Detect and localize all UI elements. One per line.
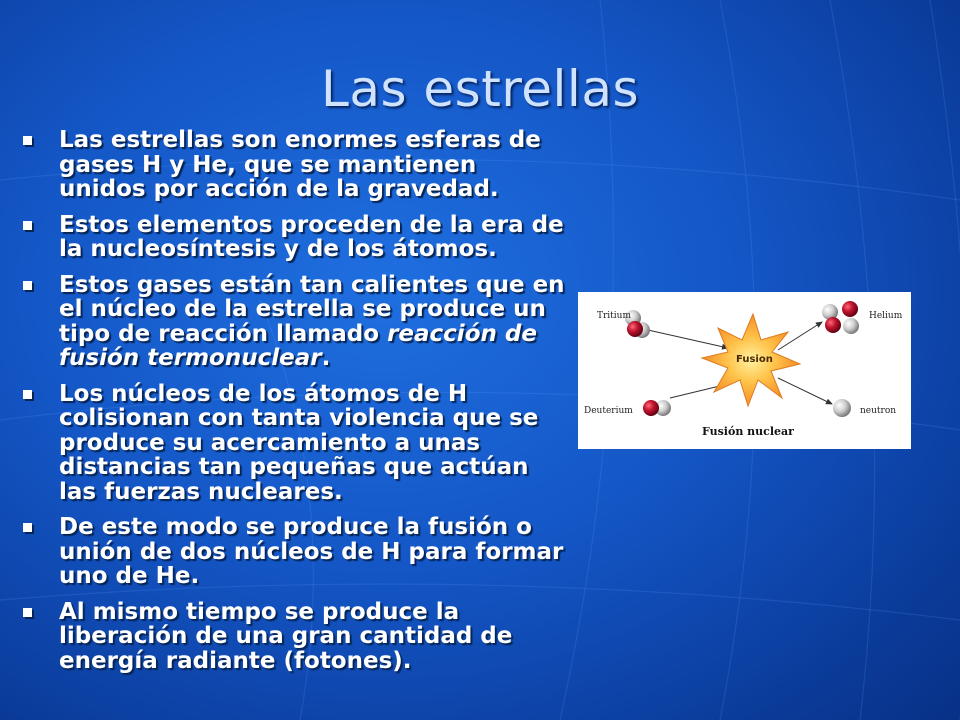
bullet-list [20,128,565,684]
bullet-square-icon [23,523,32,532]
bullet-text-italic: reacción de fusión termonuclear [59,320,537,371]
neutron-label: neutron [860,406,897,416]
tritium-label: Tritium [597,311,632,321]
slide-title: Las estrellas [320,60,640,118]
bullet-square-icon [23,221,32,230]
bullet-item [20,515,565,589]
bullet-text-part: . [321,345,331,371]
bullet-square-icon [23,281,32,290]
bullet-item [20,128,565,202]
figure-caption: Fusión nuclear [702,425,794,438]
bullet-item [20,213,565,262]
bullet-text: Al mismo tiempo se produce la liberación de una gran cantidad de energía radiante (fotones). [59,598,513,674]
bullet-square-icon [23,390,32,399]
neutron-particle-icon [833,399,851,417]
fusion-diagram-svg [578,292,911,449]
bullet-item [20,600,565,674]
arrow-tritium [648,330,728,348]
deuterium-label: Deuterium [584,406,633,416]
bullet-item [20,382,565,505]
bullet-square-icon [23,136,32,145]
deuterium-atom-icon [643,400,671,416]
bullet-text: De este modo se produce la fusión o unión de dos núcleos de H para formar uno de He. [59,514,564,589]
bullet-text: Las estrellas son enormes esferas de gases H y He, que se mantienen unidos por acción de la gravedad. [59,127,541,202]
bullet-text: Los núcleos de los átomos de H colisionan con tanta violencia que se produce su acercamiento a unas distancias tan pequeñas que actúan las fuerzas nucleares. [59,380,539,505]
arrow-neutron [778,378,832,404]
fusion-center-label: Fusion [736,354,773,365]
fusion-diagram [578,292,911,449]
bullet-item [20,273,565,371]
bullet-text-part: Estos gases están tan calientes que en el núcleo de la estrella se produce un tipo de reacción llamado [59,271,565,347]
bullet-text: Estos elementos proceden de la era de la nucleosíntesis y de los átomos. [59,211,564,262]
bullet-square-icon [23,608,32,617]
helium-atom-icon [822,301,859,334]
helium-label: Helium [869,311,903,321]
